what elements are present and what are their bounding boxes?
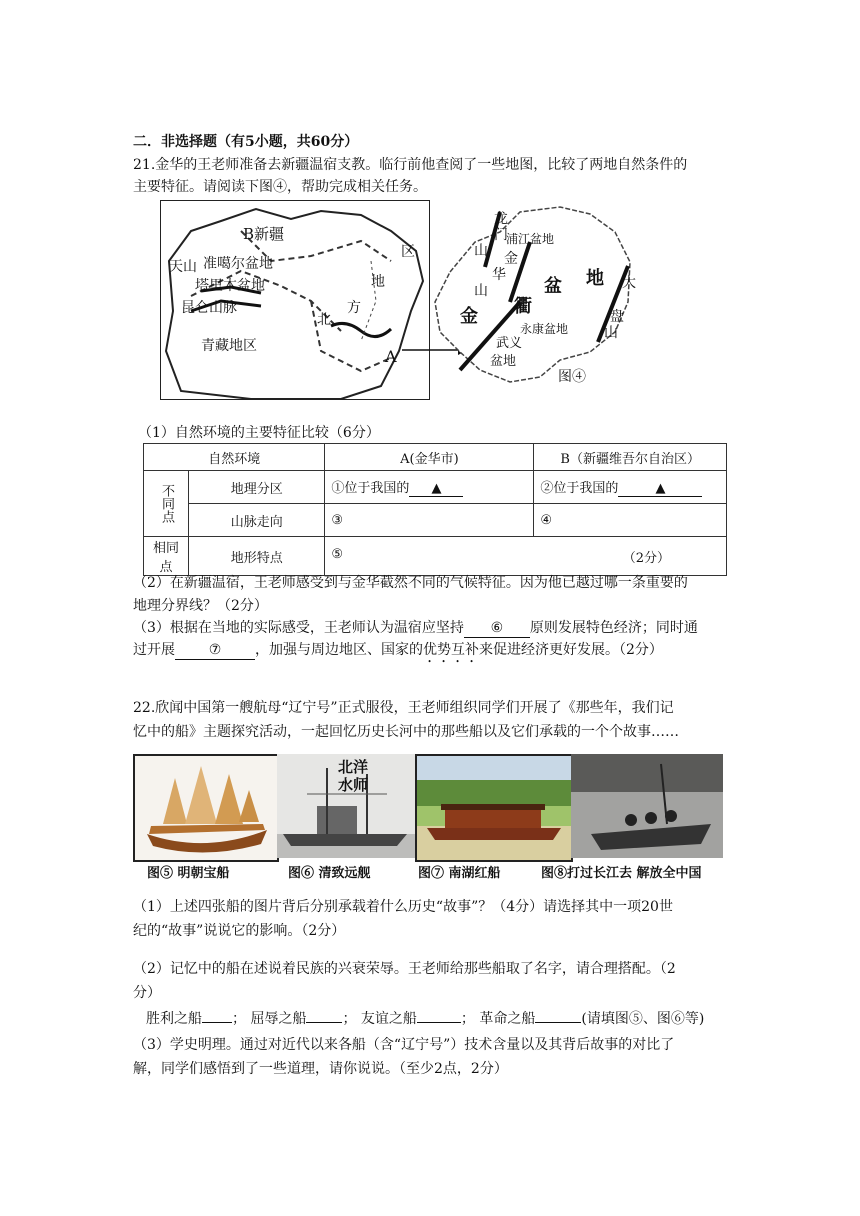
q22-stem-line1: 22.欣闻中国第一艘航母“辽宁号”正式服役，王老师组织同学们开展了《那些年，我们记 [133,700,674,716]
row2-a[interactable]: ③ [325,504,534,537]
photo-ming-treasure-ship [133,754,279,862]
caption-fig8: 图⑧打过长江去 解放全中国 [541,866,702,881]
row1-a-text: ①位于我国的 [331,481,410,496]
sep: ； [342,1011,357,1027]
q21-sub2-line2: 地理分界线？（2分） [133,598,268,614]
label-long: 龙 [494,211,508,227]
row3-a: ⑤ [331,546,344,562]
treasure-ship-icon [135,756,277,860]
label-fang: 方 [347,300,361,316]
label-b-xinjiang: B新疆 [243,225,285,243]
table-row [144,471,727,504]
row2-label: 山脉走向 [189,504,325,537]
label-quzhou: 衢 [514,296,532,317]
label-wuyi-pendi: 盆地 [490,354,517,369]
caption-fig5: 图⑤ 明朝宝船 [147,866,230,881]
blank-victory[interactable] [202,1022,232,1023]
label-shan1: 山 [474,243,488,259]
sub3-text-e: 来促进经济更好发展。（2分） [479,642,663,658]
blank-revolution[interactable] [535,1022,581,1023]
q22-sub3-line2: 解，同学们感悟到了一些道理，请你说说。（至少2点，2分） [133,1061,508,1077]
q22-sub2-line2: 分） [133,985,161,1001]
caption-fig7: 图⑦ 南湖红船 [418,866,501,881]
photo6-text: 北洋水师 [337,758,368,794]
blank-humiliation[interactable] [306,1022,342,1023]
red-boat-icon [417,756,571,860]
label-kunlun: 昆仑山脉 [181,300,237,316]
sub3-emphasis: 优势互补 [423,642,479,658]
match-humiliation-label: 屈辱之船 [250,1011,307,1027]
blank-friendship[interactable] [417,1022,461,1023]
caption-fig6: 图⑥ 清致远舰 [288,866,371,881]
figure-4-label: 图④ [558,369,586,385]
sub3-text-a: （3）根据在当地的实际感受，王老师认为温宿应坚持 [133,620,464,636]
photo-nanhu-red-boat [415,754,573,862]
river-crossing-icon [571,754,723,858]
sub3-text-c: 过开展 [133,642,175,658]
label-bei: 北 [317,312,331,328]
row1-b-text: ②位于我国的 [540,481,619,496]
match-hint: (请填图⑤、图⑥等) [581,1011,705,1027]
match-row [146,1010,704,1028]
label-tarim: 塔里木盆地 [195,278,265,294]
label-tianshan: 天山 [169,259,197,275]
q21-sub2-line1: （2）在新疆温宿，王老师感受到与金华截然不同的气候特征。因为他已越过哪一条重要的 [133,575,688,591]
label-pujiang: 浦江盆地 [506,232,555,246]
blank-7[interactable]: ⑦ [175,641,255,660]
label-di2: 地 [586,268,604,289]
label-diff: 不同点 [144,471,189,537]
row1-a-blank[interactable] [409,481,463,497]
q21-sub3-line2 [133,641,663,666]
label-di: 地 [371,274,385,290]
label-yongkang: 永康盆地 [520,322,569,336]
photo-zhiyuan-cruiser [277,754,415,858]
comparison-table [143,443,727,576]
label-wuyi: 武义 [496,336,523,351]
sep: ； [232,1011,246,1027]
q22-sub1-line2: 纪的“故事”说说它的影响。（2分） [133,923,346,939]
q21-stem-line1: 21.金华的王老师准备去新疆温宿支教。临行前他查阅了一些地图，比较了两地自然条件的 [133,157,688,173]
q22-sub1-line1: （1）上述四张船的图片背后分别承载着什么历史“故事”？（4分）请选择其中一项20世 [133,899,673,915]
label-men: 门 [494,227,508,243]
row3-label: 地形特点 [189,537,325,576]
label-hua: 华 [492,267,506,283]
blank-6[interactable]: ⑥ [464,619,530,638]
label-shan2: 山 [474,283,488,299]
row3-score: （2分） [622,550,670,566]
match-revolution-label: 革命之船 [479,1011,536,1027]
triangle-mark: ▲ [431,481,442,496]
label-a: A [385,347,397,366]
sub3-text-b: 原则发展特色经济；同时通 [529,620,698,636]
q21-sub1-title: （1）自然环境的主要特征比较（6分） [138,425,380,441]
q22-sub2-line1: （2）记忆中的船在述说着民族的兴衰荣辱。王老师给那些船取了名字，请合理搭配。（2 [133,961,676,977]
table-row [144,537,727,576]
row1-label: 地理分区 [189,471,325,504]
label-jin1: 金 [504,251,518,267]
section-title: 二．非选择题（有5小题，共60分） [133,134,359,150]
table-header-row [144,444,727,471]
q21-sub3-line1 [133,619,698,638]
header-b: B（新疆维吾尔自治区） [534,444,727,471]
q22-stem-line2: 忆中的船》主题探究活动，一起回忆历史长河中的那些船以及它们承载的一个个故事…… [133,724,679,740]
label-pan: 盘 [610,309,624,325]
row1-a-cell [325,471,534,504]
q22-sub3-line1: （3）学史明理。通过对近代以来各船（含“辽宁号”）技术含量以及其背后故事的对比了 [133,1037,675,1053]
row3-answer-cell[interactable] [325,537,727,576]
row1-b-cell [534,471,727,504]
header-env: 自然环境 [144,444,325,471]
sep: ； [460,1011,475,1027]
q21-stem-line2: 主要特征。请阅读下图④，帮助完成相关任务。 [133,179,427,195]
label-da: 大 [622,275,636,291]
label-qingzang: 青藏地区 [201,338,257,354]
sub3-text-d: ，加强与周边地区、国家的 [255,642,423,658]
match-friendship-label: 友谊之船 [360,1011,417,1027]
label-jin2: 金 [460,306,478,327]
label-junggar: 准噶尔盆地 [203,256,273,272]
row2-b[interactable]: ④ [534,504,727,537]
label-pen: 盆 [544,276,562,297]
table-row [144,504,727,537]
label-shan3: 山 [604,325,618,341]
row1-b-blank[interactable] [618,481,702,497]
china-map [160,200,430,400]
header-a: A(金华市) [325,444,534,471]
jinhua-map [430,202,635,392]
triangle-mark: ▲ [655,481,666,496]
label-qu: 区 [401,244,415,260]
photo-crossing-yangtze [571,754,723,858]
label-same: 相同点 [144,537,189,576]
match-victory-label: 胜利之船 [146,1011,202,1027]
